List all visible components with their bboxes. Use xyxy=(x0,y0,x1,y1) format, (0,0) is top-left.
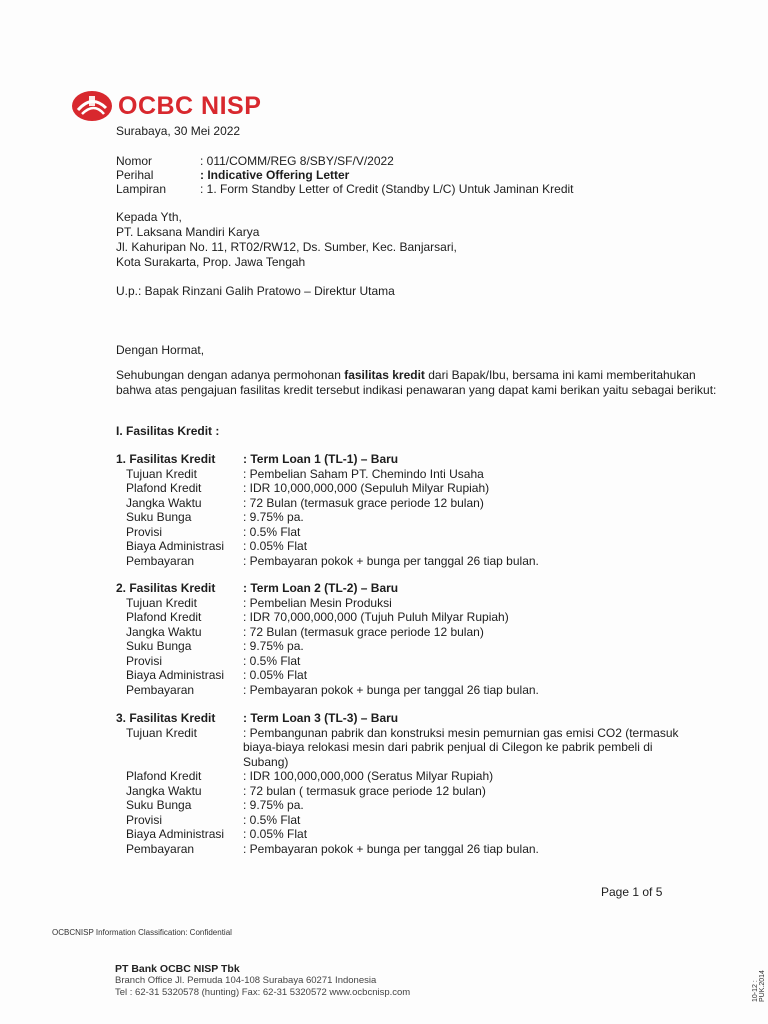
facility-row-label: Plafond Kredit xyxy=(126,610,202,624)
header-field-label: Nomor xyxy=(116,154,153,168)
facility-row-label: Tujuan Kredit xyxy=(126,725,197,740)
facility-row-value: : 72 bulan ( termasuk grace periode 12 bulan) xyxy=(243,783,486,798)
greeting: Dengan Hormat, xyxy=(116,343,205,357)
intro-bold-text: fasilitas kredit xyxy=(344,368,425,382)
facility-row-value: : 0.05% Flat xyxy=(243,539,308,553)
facility-row-value: : 0.5% Flat xyxy=(243,653,301,668)
facility-row-label: Provisi xyxy=(126,524,163,539)
facility-row-value: : IDR 70,000,000,000 (Tujuh Puluh Milyar Rupiah) xyxy=(243,610,509,624)
side-code: 10-12 : PUK.2014 xyxy=(752,970,766,1002)
intro-line-2: bahwa atas pengajuan fasilitas kredit tersebut indikasi penawaran yang dapat kami berikan yaitu sebagai berikut: xyxy=(116,383,717,397)
recipient-line: Kepada Yth, xyxy=(116,210,182,224)
facility-row-value: : Pembelian Mesin Produksi xyxy=(243,595,392,610)
intro-text-end: dari Bapak/Ibu, bersama ini kami memberitahukan xyxy=(424,368,696,382)
facility-row-value: : 9.75% pa. xyxy=(243,510,304,524)
facility-row-value: biaya-biaya relokasi mesin dari pabrik penjual di Cilegon ke pabrik pembeli di xyxy=(243,740,653,754)
facility-row-label: Jangka Waktu xyxy=(126,495,202,510)
header-field-value: : Indicative Offering Letter xyxy=(200,168,350,182)
logo-text: OCBC NISP xyxy=(118,91,262,120)
facility-row-label: Pembayaran xyxy=(126,682,195,697)
facility-row-label: Jangka Waktu xyxy=(126,624,202,639)
header-field-value: : 1. Form Standby Letter of Credit (Standby L/C) Untuk Jaminan Kredit xyxy=(200,182,574,196)
facility-title: 1. Fasilitas Kredit xyxy=(116,452,216,466)
facility-row-label: Provisi xyxy=(126,812,163,827)
facility-row-label: Biaya Administrasi xyxy=(126,827,225,841)
page-number: Page 1 of 5 xyxy=(601,885,663,899)
facility-row-value: : 9.75% pa. xyxy=(243,798,304,812)
facility-title: 3. Fasilitas Kredit xyxy=(116,711,216,725)
recipient-line: PT. Laksana Mandiri Karya xyxy=(116,225,260,239)
facility-name: : Term Loan 2 (TL-2) – Baru xyxy=(243,581,399,595)
classification-note: OCBCNISP Information Classification: Confidential xyxy=(52,928,232,937)
footer-company: PT Bank OCBC NISP Tbk xyxy=(115,963,240,975)
facility-row-label: Pembayaran xyxy=(126,841,195,856)
facility-title: 2. Fasilitas Kredit xyxy=(116,581,216,595)
facility-row-value: : Pembelian Saham PT. Chemindo Inti Usaha xyxy=(243,466,484,481)
facility-row-label: Provisi xyxy=(126,653,163,668)
recipient-line: Jl. Kahuripan No. 11, RT02/RW12, Ds. Sumber, Kec. Banjarsari, xyxy=(116,240,457,254)
facility-row-value: : Pembayaran pokok + bunga per tanggal 26 tiap bulan. xyxy=(243,841,539,856)
facility-row-label: Tujuan Kredit xyxy=(126,595,197,610)
facility-row-value: : 9.75% pa. xyxy=(243,639,304,653)
header-field-label: Lampiran xyxy=(116,182,167,196)
facility-row-label: Plafond Kredit xyxy=(126,481,202,495)
facility-row-value: : Pembayaran pokok + bunga per tanggal 26 tiap bulan. xyxy=(243,682,539,697)
bank-logo xyxy=(70,88,261,124)
facility-row-label: Suku Bunga xyxy=(126,510,192,524)
facility-row-value: : IDR 10,000,000,000 (Sepuluh Milyar Rupiah) xyxy=(243,481,490,495)
facility-row-label: Biaya Administrasi xyxy=(126,668,225,682)
facility-row-label: Suku Bunga xyxy=(126,639,192,653)
letter-date: Surabaya, 30 Mei 2022 xyxy=(116,124,241,138)
facility-row-label: Tujuan Kredit xyxy=(126,466,197,481)
facility-name: : Term Loan 1 (TL-1) – Baru xyxy=(243,452,399,466)
facility-row-value: : 0.05% Flat xyxy=(243,668,308,682)
attention-line: U.p.: Bapak Rinzani Galih Pratowo – Direktur Utama xyxy=(116,284,395,298)
intro-line-1 xyxy=(116,368,696,382)
facility-row-value: : IDR 100,000,000,000 (Seratus Milyar Rupiah) xyxy=(243,769,494,783)
facility-row-value: : 72 Bulan (termasuk grace periode 12 bulan) xyxy=(243,495,484,510)
header-field-value: : 011/COMM/REG 8/SBY/SF/V/2022 xyxy=(200,154,394,168)
footer-address: Branch Office Jl. Pemuda 104-108 Surabaya 60271 Indonesia xyxy=(115,975,377,986)
intro-text: Sehubungan dengan adanya permohonan xyxy=(116,368,345,382)
section-title: I. Fasilitas Kredit : xyxy=(116,424,220,438)
facility-row-value: : 0.05% Flat xyxy=(243,827,308,841)
facility-row-value: Subang) xyxy=(243,754,289,769)
footer-contact: Tel : 62-31 5320578 (hunting) Fax: 62-31 5320572 www.ocbcnisp.com xyxy=(115,987,411,998)
ocbc-logo-icon xyxy=(70,88,114,124)
facility-row-label: Jangka Waktu xyxy=(126,783,202,798)
facility-name: : Term Loan 3 (TL-3) – Baru xyxy=(243,711,399,725)
facility-row-label: Suku Bunga xyxy=(126,798,192,812)
facility-row-value: : Pembangunan pabrik dan konstruksi mesin pemurnian gas emisi CO2 (termasuk xyxy=(243,725,679,740)
facility-row-value: : Pembayaran pokok + bunga per tanggal 26 tiap bulan. xyxy=(243,553,539,568)
facility-row-label: Plafond Kredit xyxy=(126,769,202,783)
facility-row-value: : 72 Bulan (termasuk grace periode 12 bulan) xyxy=(243,624,484,639)
facility-row-value: : 0.5% Flat xyxy=(243,524,301,539)
facility-row-value: : 0.5% Flat xyxy=(243,812,301,827)
header-field-label: Perihal xyxy=(116,168,154,182)
facility-row-label: Pembayaran xyxy=(126,553,195,568)
facility-row-label: Biaya Administrasi xyxy=(126,539,225,553)
recipient-line: Kota Surakarta, Prop. Jawa Tengah xyxy=(116,255,306,269)
